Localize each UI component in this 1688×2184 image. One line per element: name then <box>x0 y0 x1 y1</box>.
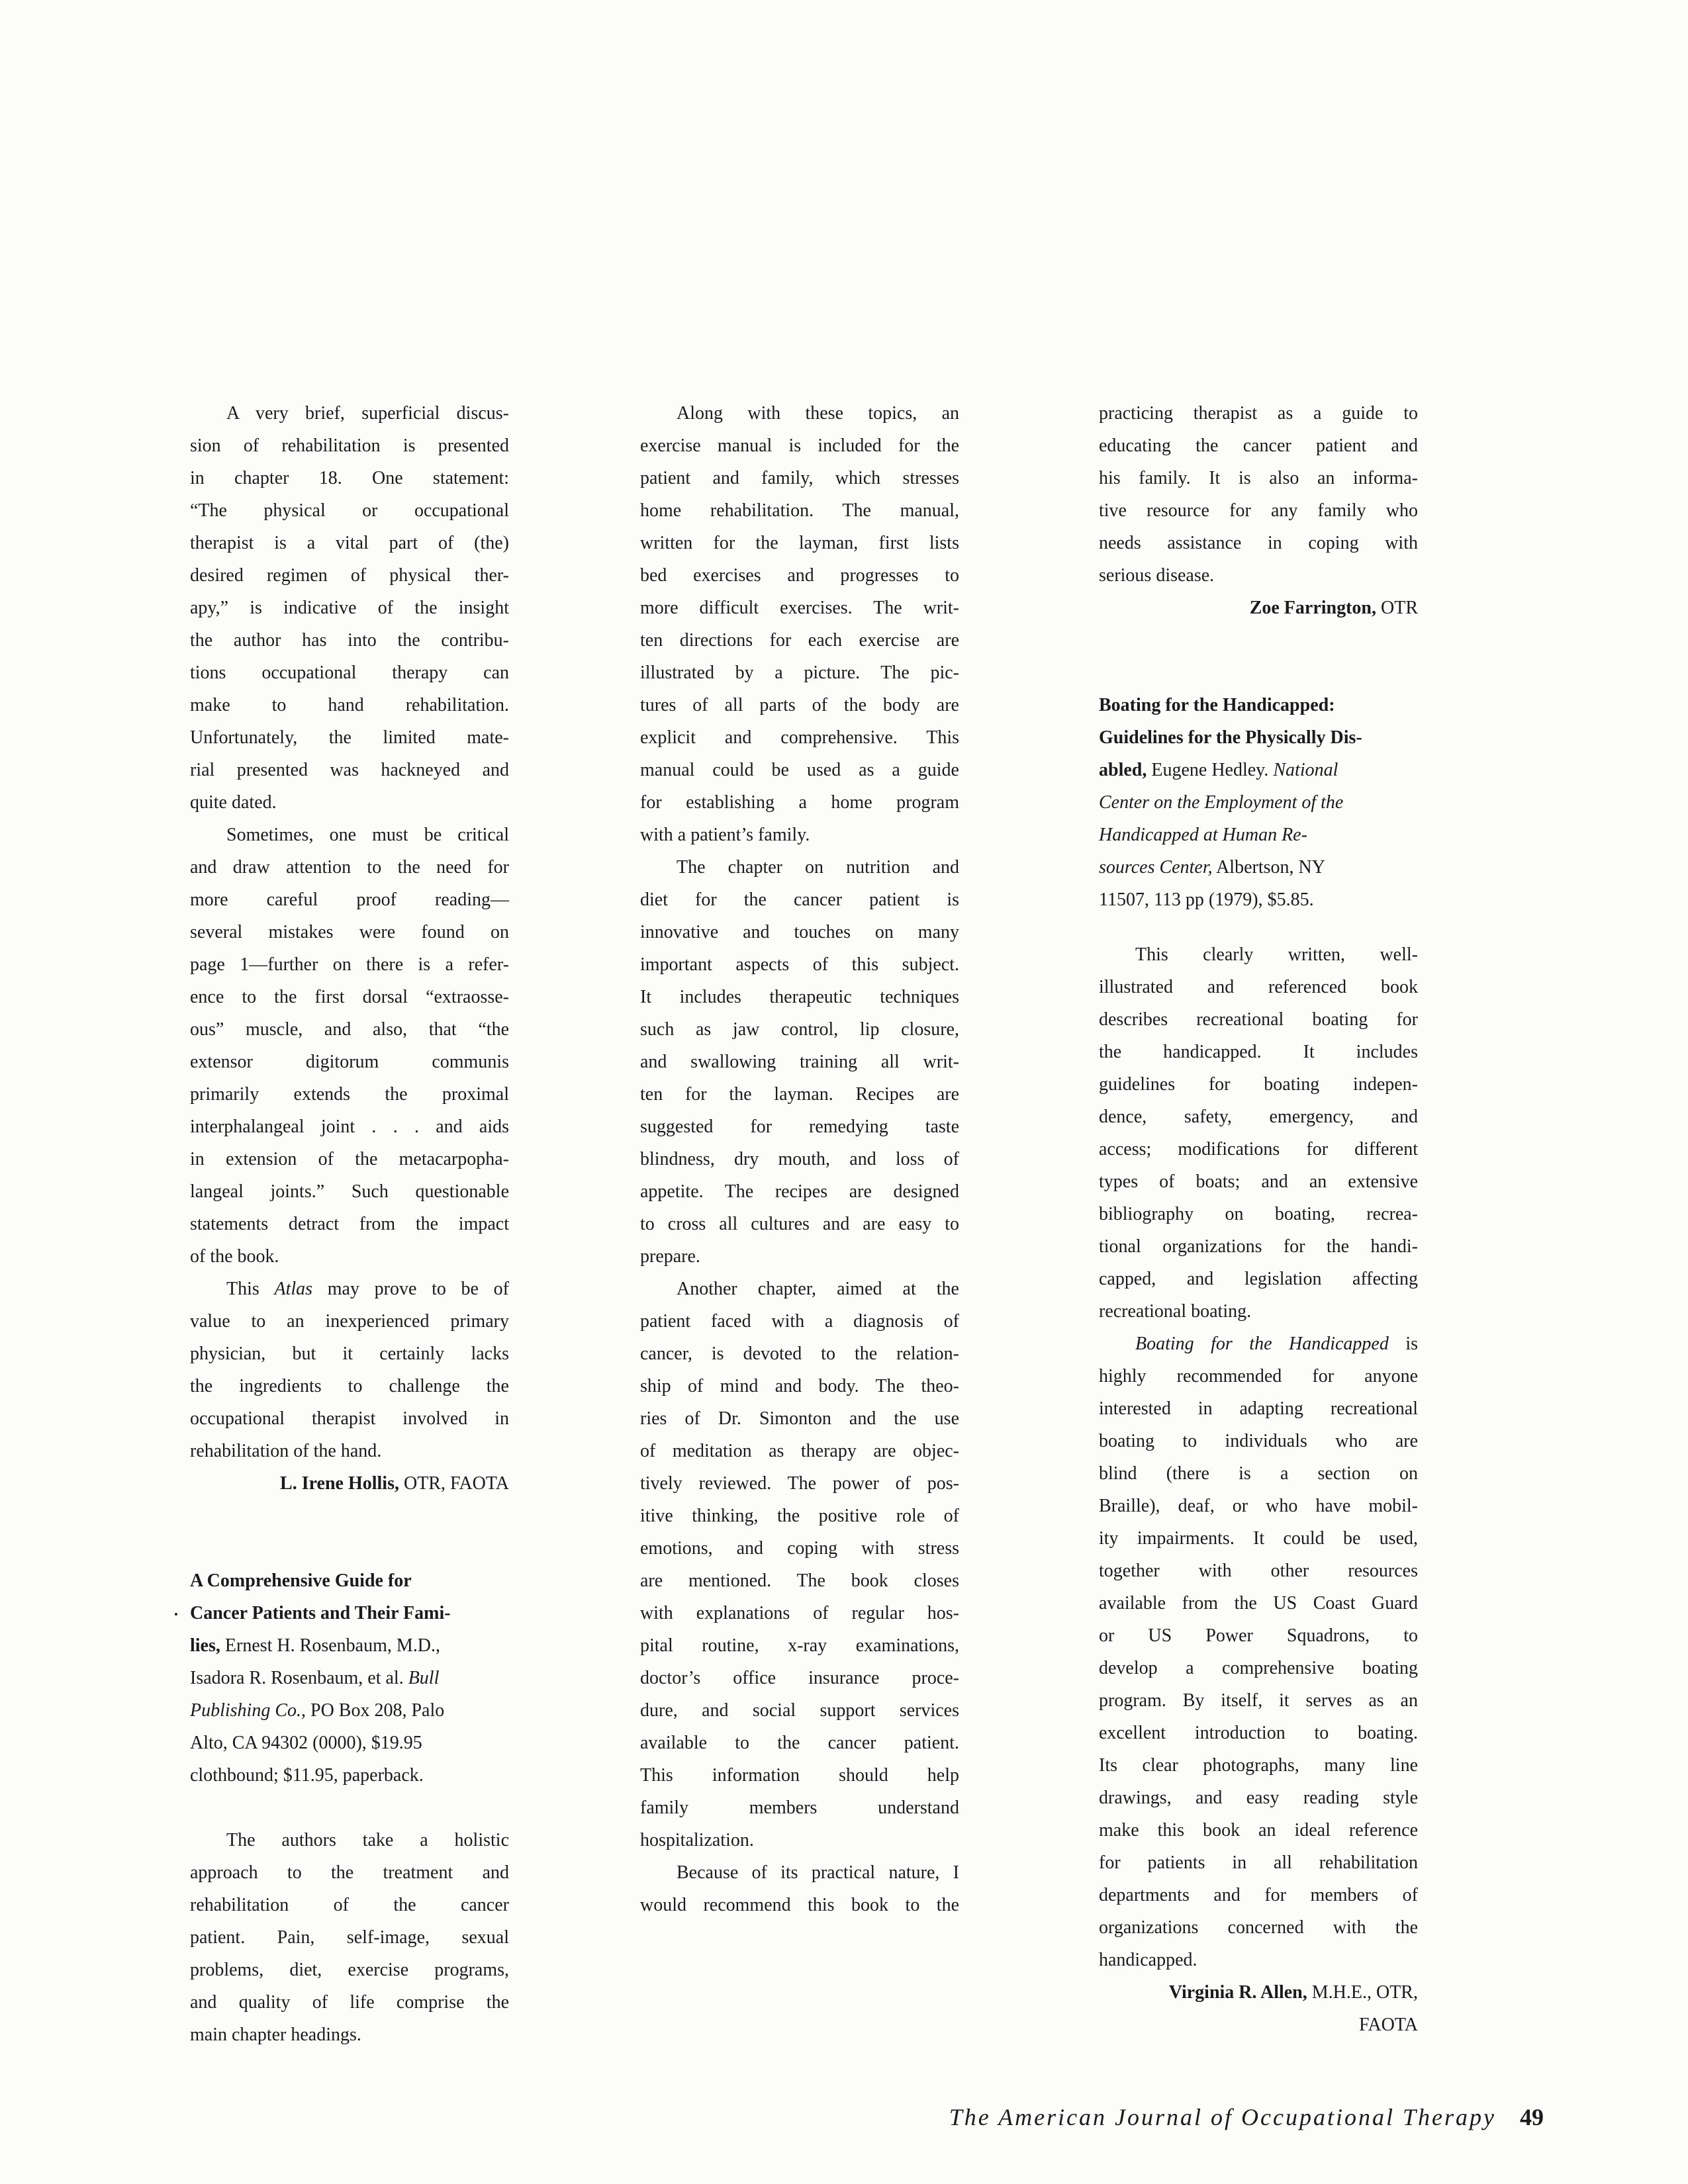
text-line: would recommend this book to the <box>640 1895 959 1915</box>
text-line: apy,” is indicative of the insight <box>190 598 509 618</box>
text-line: Zoe Farrington, OTR <box>1249 598 1418 618</box>
text-line: make to hand rehabilitation. <box>190 695 509 715</box>
text-line: quite dated. <box>190 792 277 813</box>
text-line: the author has into the contribu- <box>190 630 509 651</box>
vertical-gap <box>190 1500 509 1565</box>
text-line: sion of rehabilitation is presented <box>190 435 509 456</box>
column-left <box>174 397 510 2051</box>
text-line: highly recommended for anyone <box>1099 1366 1418 1387</box>
text-line: Another chapter, aimed at the <box>677 1279 959 1299</box>
text-line: blind (there is a section on <box>1099 1463 1418 1484</box>
text-line: ten directions for each exercise are <box>640 630 959 651</box>
text-line: illustrated by a picture. The pic- <box>640 662 959 683</box>
text-line: serious disease. <box>1099 565 1215 586</box>
text-line: prepare. <box>640 1246 700 1267</box>
paragraph <box>190 397 509 819</box>
text-line: available from the US Coast Guard <box>1099 1593 1418 1614</box>
text-line: make this book an ideal reference <box>1099 1820 1418 1841</box>
text-line: ship of mind and body. The theo- <box>640 1376 959 1396</box>
text-line: This clearly written, well- <box>1135 944 1418 966</box>
column-middle <box>640 397 959 1921</box>
text-line: L. Irene Hollis, OTR, FAOTA <box>280 1473 509 1494</box>
text-line: ries of Dr. Simonton and the use <box>640 1408 959 1429</box>
text-line: approach to the treatment and <box>190 1862 509 1883</box>
text-line: FAOTA <box>1358 2015 1418 2036</box>
text-line: important aspects of this subject. <box>640 954 959 975</box>
text-line: ten for the layman. Recipes are <box>640 1084 959 1105</box>
text-line: interphalangeal joint . . . and aids <box>190 1116 509 1137</box>
text-line: the ingredients to challenge the <box>190 1376 509 1396</box>
text-line: Guidelines for the Physically Dis- <box>1099 727 1362 748</box>
text-line: Isadora R. Rosenbaum, et al. Bull <box>190 1668 440 1688</box>
text-line: explicit and comprehensive. This <box>640 727 959 748</box>
text-line: and swallowing training all writ- <box>640 1052 959 1072</box>
vertical-gap <box>1099 624 1418 689</box>
text-line: diet for the cancer patient is <box>640 889 959 910</box>
text-line: handicapped. <box>1099 1950 1197 1971</box>
text-line: of the book. <box>190 1246 279 1267</box>
text-line: organizations concerned with the <box>1099 1917 1418 1938</box>
text-line: innovative and touches on many <box>640 922 959 942</box>
book-heading <box>1099 689 1418 916</box>
paragraph <box>640 851 959 1273</box>
text-line: the handicapped. It includes <box>1099 1042 1418 1063</box>
text-line: Because of its practical nature, I <box>677 1862 959 1883</box>
text-line: blindness, dry mouth, and loss of <box>640 1149 959 1169</box>
text-line: A very brief, superficial discus- <box>226 403 509 424</box>
text-line: pital routine, x-ray examinations, <box>640 1635 959 1656</box>
vertical-gap <box>1099 916 1418 938</box>
text-line: in extension of the metacarpopha- <box>190 1149 509 1169</box>
text-line: educating the cancer patient and <box>1099 435 1418 456</box>
text-line: tions occupational therapy can <box>190 662 509 683</box>
book-heading <box>174 1565 509 1792</box>
text-line: with a patient’s family. <box>640 825 810 845</box>
text-line: rehabilitation of the cancer <box>190 1895 509 1915</box>
text-line: occupational therapist involved in <box>190 1408 509 1429</box>
text-line: guidelines for boating indepen- <box>1099 1074 1418 1095</box>
text-line: program. By itself, it serves as an <box>1099 1690 1418 1711</box>
text-line: several mistakes were found on <box>190 922 509 942</box>
text-line: ence to the first dorsal “extraosse- <box>190 987 509 1007</box>
text-line: hospitalization. <box>640 1830 754 1850</box>
text-line: clothbound; $11.95, paperback. <box>190 1765 424 1786</box>
text-line: doctor’s office insurance proce- <box>640 1668 959 1688</box>
text-line: It includes therapeutic techniques <box>640 987 959 1007</box>
text-line: drawings, and easy reading style <box>1099 1788 1418 1809</box>
text-line: ity impairments. It could be used, <box>1099 1528 1418 1549</box>
text-line: appetite. The recipes are designed <box>640 1181 959 1202</box>
text-line: develop a comprehensive boating <box>1099 1658 1418 1679</box>
paragraph <box>190 1273 509 1467</box>
paragraph <box>190 819 509 1273</box>
text-line: suggested for remedying taste <box>640 1116 959 1137</box>
text-line: A Comprehensive Guide for <box>190 1570 412 1591</box>
page-number: 49 <box>1520 2104 1544 2130</box>
text-line: “The physical or occupational <box>190 500 509 521</box>
text-line: illustrated and referenced book <box>1099 977 1418 998</box>
text-line: types of boats; and an extensive <box>1099 1171 1418 1193</box>
text-line: therapist is a vital part of (the) <box>190 533 509 553</box>
text-line: • Cancer Patients and Their Fami- <box>190 1597 509 1629</box>
text-line: practicing therapist as a guide to <box>1099 403 1418 424</box>
paragraph <box>640 1856 959 1921</box>
text-line: Boating for the Handicapped: <box>1099 695 1335 715</box>
text-line: emotions, and coping with stress <box>640 1538 959 1559</box>
text-line: primarily extends the proximal <box>190 1084 509 1105</box>
text-line: ous” muscle, and also, that “the <box>190 1019 509 1040</box>
text-line: This information should help <box>640 1765 959 1786</box>
paragraph <box>640 397 959 851</box>
text-line: Sometimes, one must be critical <box>226 825 509 845</box>
text-line: patient. Pain, self-image, sexual <box>190 1927 509 1948</box>
column-right <box>1099 397 1418 2041</box>
text-line: Its clear photographs, many line <box>1099 1755 1418 1776</box>
text-line: sources Center, Albertson, NY <box>1099 857 1325 878</box>
paragraph <box>640 1273 959 1856</box>
text-line: Handicapped at Human Re- <box>1099 825 1307 845</box>
text-line: extensor digitorum communis <box>190 1052 509 1072</box>
text-line: for establishing a home program <box>640 792 959 813</box>
reviewer-byline <box>190 1467 509 1500</box>
text-line: to cross all cultures and are easy to <box>640 1214 959 1234</box>
text-line: dure, and social support services <box>640 1700 959 1721</box>
text-line: abled, Eugene Hedley. National <box>1099 760 1338 780</box>
text-line: Along with these topics, an <box>677 403 959 424</box>
text-line: Virginia R. Allen, M.H.E., OTR, <box>1168 1982 1418 2003</box>
text-line: patient faced with a diagnosis of <box>640 1311 959 1332</box>
text-line: dence, safety, emergency, and <box>1099 1107 1418 1128</box>
text-line: such as jaw control, lip closure, <box>640 1019 959 1040</box>
text-line: This Atlas may prove to be of <box>226 1279 510 1299</box>
text-line: in chapter 18. One statement: <box>190 468 509 488</box>
text-line: tively reviewed. The power of pos- <box>640 1473 959 1494</box>
text-line: Braille), deaf, or who have mobil- <box>1099 1496 1418 1517</box>
text-line: tures of all parts of the body are <box>640 695 959 715</box>
text-line: with explanations of regular hos- <box>640 1603 959 1623</box>
text-line: or US Power Squadrons, to <box>1099 1625 1418 1647</box>
text-line: exercise manual is included for the <box>640 435 959 456</box>
paragraph <box>1099 397 1418 592</box>
text-line: interested in adapting recreational <box>1099 1398 1418 1420</box>
text-line: family members understand <box>640 1797 959 1818</box>
text-line: recreational boating. <box>1099 1301 1252 1322</box>
text-line: physician, but it certainly lacks <box>190 1343 509 1364</box>
text-line: rehabilitation of the hand. <box>190 1441 382 1461</box>
text-line: value to an inexperienced primary <box>190 1311 509 1332</box>
paragraph <box>1099 1328 1418 1976</box>
text-line: The authors take a holistic <box>226 1830 509 1850</box>
text-line: home rehabilitation. The manual, <box>640 500 959 521</box>
text-line: describes recreational boating for <box>1099 1009 1418 1030</box>
text-line: for patients in all rehabilitation <box>1099 1852 1418 1874</box>
text-line: available to the cancer patient. <box>640 1733 959 1753</box>
vertical-gap <box>190 1792 509 1824</box>
text-line: access; modifications for different <box>1099 1139 1418 1160</box>
text-line: more careful proof reading— <box>190 889 509 910</box>
paragraph <box>190 1824 509 2051</box>
text-line: problems, diet, exercise programs, <box>190 1960 509 1980</box>
text-line: Alto, CA 94302 (0000), $19.95 <box>190 1733 422 1753</box>
text-line: Publishing Co., PO Box 208, Palo <box>190 1700 445 1721</box>
text-line: bibliography on boating, recrea- <box>1099 1204 1418 1225</box>
reviewer-byline <box>1099 1976 1418 2041</box>
text-line: The chapter on nutrition and <box>677 857 959 878</box>
text-line: manual could be used as a guide <box>640 760 959 780</box>
text-line: bed exercises and progresses to <box>640 565 959 586</box>
reviewer-byline <box>1099 592 1418 624</box>
text-line: and quality of life comprise the <box>190 1992 509 2013</box>
text-line: of meditation as therapy are objec- <box>640 1441 959 1461</box>
page-footer <box>949 2103 1544 2131</box>
text-line: Center on the Employment of the <box>1099 792 1344 813</box>
text-line: boating to individuals who are <box>1099 1431 1418 1452</box>
text-line: and draw attention to the need for <box>190 857 509 878</box>
text-line: itive thinking, the positive role of <box>640 1506 959 1526</box>
text-line: rial presented was hackneyed and <box>190 760 509 780</box>
text-line: excellent introduction to boating. <box>1099 1723 1418 1744</box>
text-line: written for the layman, first lists <box>640 533 959 553</box>
text-line: needs assistance in coping with <box>1099 533 1418 553</box>
text-line: statements detract from the impact <box>190 1214 509 1234</box>
text-line: Unfortunately, the limited mate- <box>190 727 509 748</box>
text-line: his family. It is also an informa- <box>1099 468 1418 488</box>
text-line: capped, and legislation affecting <box>1099 1269 1418 1290</box>
text-line: are mentioned. The book closes <box>640 1570 959 1591</box>
journal-name: The American Journal of Occupational Therapy <box>949 2104 1496 2130</box>
text-line: 11507, 113 pp (1979), $5.85. <box>1099 889 1314 910</box>
paragraph <box>1099 938 1418 1328</box>
text-line: main chapter headings. <box>190 2025 361 2045</box>
bullet-mark-icon: • <box>174 1608 178 1621</box>
text-line: desired regimen of physical ther- <box>190 565 509 586</box>
text-line: tional organizations for the handi- <box>1099 1236 1418 1257</box>
text-line: departments and for members of <box>1099 1885 1418 1906</box>
text-line: Boating for the Handicapped is <box>1135 1334 1418 1355</box>
text-line: more difficult exercises. The writ- <box>640 598 959 618</box>
text-line: page 1—further on there is a refer- <box>190 954 509 975</box>
text-line: patient and family, which stresses <box>640 468 959 488</box>
text-line: cancer, is devoted to the relation- <box>640 1343 959 1364</box>
text-line: together with other resources <box>1099 1561 1418 1582</box>
text-line: langeal joints.” Such questionable <box>190 1181 509 1202</box>
text-line: tive resource for any family who <box>1099 500 1418 521</box>
text-line: lies, Ernest H. Rosenbaum, M.D., <box>190 1635 440 1656</box>
